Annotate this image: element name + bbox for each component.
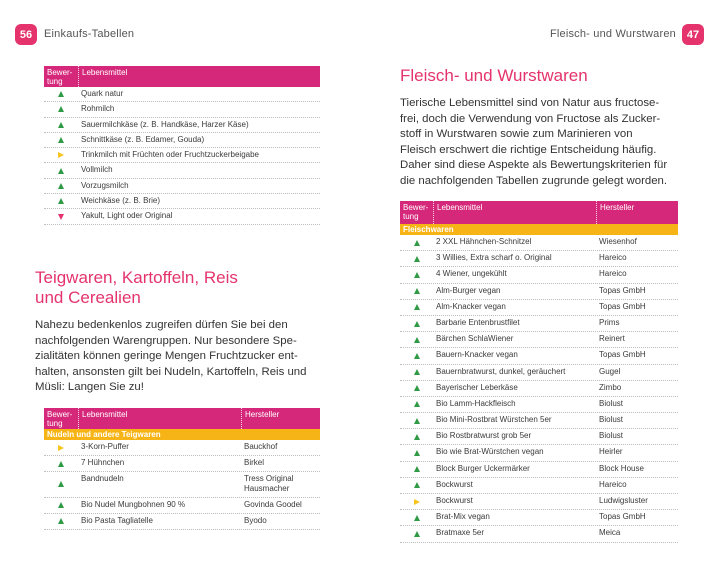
food-name: Trinkmilch mit Früchten oder Fruchtzuckerbeigabe (81, 150, 259, 160)
right-page (362, 0, 724, 561)
table-row (400, 365, 678, 381)
table-row (44, 498, 320, 514)
table-row (400, 478, 678, 494)
triangle-right-yellow-icon (414, 499, 420, 505)
header-food: Lebensmittel (78, 408, 241, 429)
table-row (400, 462, 678, 478)
table-row (400, 413, 678, 429)
triangle-up-green-icon (58, 91, 64, 97)
header-rating: Bewer- tung (47, 68, 73, 86)
food-name: Bärchen SchlaWiener (436, 334, 514, 344)
rating-cell (44, 514, 78, 529)
rating-cell (44, 148, 78, 162)
manufacturer-name: Topas GmbH (599, 512, 646, 522)
triangle-up-green-icon (414, 418, 420, 424)
table-row (400, 235, 678, 251)
header-food: Lebensmittel (78, 66, 320, 87)
page-number-right: 47 (682, 24, 704, 45)
triangle-up-green-icon (58, 198, 64, 204)
table-row (400, 284, 678, 300)
food-name: Bayerischer Leberkäse (436, 382, 518, 392)
table-row (44, 472, 320, 498)
rating-cell (44, 440, 78, 455)
triangle-up-green-icon (414, 353, 420, 359)
rating-cell (400, 397, 433, 412)
manufacturer-name: Hareico (599, 253, 627, 263)
rating-cell (44, 194, 78, 208)
rating-cell (44, 102, 78, 116)
rating-cell (400, 284, 433, 299)
food-name: Sauermilchkäse (z. B. Handkäse, Harzer Käse) (81, 119, 249, 129)
triangle-up-green-icon (414, 482, 420, 488)
rating-cell (400, 462, 433, 477)
rating-cell (44, 87, 78, 101)
triangle-up-green-icon (414, 531, 420, 537)
food-name: Bockwurst (436, 479, 473, 489)
triangle-right-yellow-icon (58, 152, 64, 158)
food-name: Alm-Burger vegan (436, 285, 501, 295)
rating-cell (44, 472, 78, 497)
food-name: 4 Wiener, ungekühlt (436, 269, 507, 279)
table-row (44, 133, 320, 148)
food-name: 7 Hühnchen (81, 458, 125, 467)
food-name: Brat-Mix vegan (436, 512, 490, 522)
food-name: Bio Pasta Tagliatelle (81, 515, 153, 525)
triangle-up-green-icon (414, 401, 420, 407)
meat-table (400, 201, 678, 543)
food-name: Bockwurst (436, 496, 473, 505)
table-row (44, 102, 320, 117)
triangle-up-green-icon (414, 304, 420, 310)
running-head-left: Einkaufs-Tabellen (44, 28, 135, 40)
table-row (44, 440, 320, 456)
table-row (44, 194, 320, 209)
triangle-up-green-icon (58, 518, 64, 524)
food-name: Bratmaxe 5er (436, 528, 485, 538)
header-rating: Bewer- tung (403, 203, 429, 221)
manufacturer-name: Zimbo (599, 382, 622, 392)
rating-cell (400, 348, 433, 363)
table-header (400, 201, 678, 224)
triangle-up-green-icon (414, 466, 420, 472)
rating-cell (400, 332, 433, 347)
food-name: Quark natur (81, 89, 124, 98)
rating-cell (400, 494, 433, 509)
triangle-up-green-icon (58, 137, 64, 143)
food-name: Rohmilch (81, 104, 115, 114)
food-name: Weichkäse (z. B. Brie) (81, 196, 160, 206)
triangle-up-green-icon (414, 434, 420, 440)
table-row (400, 348, 678, 364)
table-row (44, 118, 320, 133)
rating-cell (400, 526, 433, 541)
rating-cell (400, 445, 433, 460)
food-name: Bio Mini-Rostbrat Würstchen 5er (436, 415, 552, 425)
pasta-table (44, 408, 320, 530)
rating-cell (400, 235, 433, 250)
manufacturer-name: Ludwigsluster (599, 496, 648, 505)
rating-cell (44, 498, 78, 513)
rating-cell (400, 251, 433, 266)
food-name: Barbarie Entenbrustfilet (436, 317, 520, 327)
manufacturer-name: Govinda Goodel (244, 499, 302, 509)
food-name: Bio Rostbratwurst grob 5er (436, 431, 532, 441)
table-header (44, 66, 320, 87)
table-row (400, 445, 678, 461)
table-row (44, 163, 320, 178)
rating-cell (400, 413, 433, 428)
triangle-up-green-icon (414, 240, 420, 246)
food-name: Bio wie Brat-Würstchen vegan (436, 447, 544, 457)
table-row (400, 429, 678, 445)
table-row (400, 267, 678, 283)
rating-cell (44, 133, 78, 147)
food-name: Bauern-Knacker vegan (436, 350, 518, 360)
rating-cell (400, 429, 433, 444)
header-food: Lebensmittel (433, 201, 596, 224)
food-name: Alm-Knacker vegan (436, 301, 506, 311)
manufacturer-name: Heirler (599, 447, 623, 457)
category-bar: Fleischwaren (400, 224, 678, 235)
food-name: Bio Lamm-Hackfleisch (436, 398, 516, 408)
category-bar: Nudeln und andere Teigwaren (44, 429, 320, 440)
rating-cell (400, 316, 433, 331)
food-name: Vollmilch (81, 165, 113, 175)
manufacturer-name: Meica (599, 528, 621, 538)
rating-cell (44, 179, 78, 193)
triangle-up-green-icon (414, 369, 420, 375)
triangle-up-green-icon (414, 272, 420, 278)
rating-cell (44, 163, 78, 177)
table-row (44, 148, 320, 163)
rating-cell (44, 456, 78, 471)
food-name: 3 Willies, Extra scharf o. Original (436, 253, 552, 263)
triangle-up-green-icon (58, 461, 64, 467)
table-row (400, 494, 678, 510)
page-number-left: 56 (15, 24, 37, 45)
triangle-up-green-icon (414, 337, 420, 343)
table-row (400, 510, 678, 526)
triangle-up-green-icon (58, 122, 64, 128)
manufacturer-name: Topas GmbH (599, 350, 646, 360)
rating-cell (400, 267, 433, 282)
manufacturer-name: Tress Original Hausmacher (244, 474, 294, 493)
manufacturer-name: Biolust (599, 431, 624, 441)
triangle-up-green-icon (414, 515, 420, 521)
triangle-up-green-icon (414, 256, 420, 262)
table-row (44, 209, 320, 224)
triangle-up-green-icon (414, 288, 420, 294)
table-header (44, 408, 320, 429)
rating-cell (400, 381, 433, 396)
food-name: Bauernbratwurst, dunkel, geräuchert (436, 366, 566, 376)
table-row (44, 179, 320, 194)
section-text-meat: Tierische Lebensmittel sind von Natur aus fructose- frei, doch die Verwendung von Fructose als Zucker- stoff in Wurstwaren sowie zum Marinieren von Fleisch erschwert die richtige Entscheidung häufig. Daher sind diese Aspekte als Bewertungskriterien für die nachfolgenden Tabellen zugrunde gelegt worden. (400, 97, 668, 187)
manufacturer-name: Bauckhof (244, 442, 278, 451)
triangle-up-green-icon (414, 385, 420, 391)
table-row (400, 381, 678, 397)
manufacturer-name: Hareico (599, 479, 627, 489)
table-row (400, 397, 678, 413)
table-row (400, 251, 678, 267)
section-heading-meat: Fleisch- und Wurstwaren (400, 66, 588, 85)
manufacturer-name: Biolust (599, 415, 624, 425)
rating-cell (44, 209, 78, 223)
rating-cell (400, 365, 433, 380)
running-head-right: Fleisch- und Wurstwaren (549, 28, 676, 40)
triangle-up-green-icon (58, 168, 64, 174)
table-row (44, 456, 320, 472)
food-name: Schnittkäse (z. B. Edamer, Gouda) (81, 134, 205, 144)
section-heading-pasta: Teigwaren, Kartoffeln, Reis und Cerealien (35, 268, 238, 307)
section-text-pasta: Nahezu bedenkenlos zugreifen dürfen Sie bei den nachfolgenden Warengruppen. Nur besondere Spe- zialitäten können geringe Mengen Fruchtzucker ent- halten, ansonsten gilt bei Nudeln, Kartoffeln, Reis und Müsli: Langen Sie zu! (35, 319, 307, 393)
rating-cell (400, 510, 433, 525)
food-name: 3-Korn-Puffer (81, 442, 129, 451)
manufacturer-name: Topas GmbH (599, 285, 646, 295)
manufacturer-name: Topas GmbH (599, 301, 646, 311)
rating-cell (400, 300, 433, 315)
manufacturer-name: Reinert (599, 334, 625, 344)
manufacturer-name: Block House (599, 463, 644, 473)
triangle-up-green-icon (58, 183, 64, 189)
triangle-up-green-icon (414, 450, 420, 456)
table-row (400, 332, 678, 348)
manufacturer-name: Birkel (244, 458, 265, 467)
triangle-up-green-icon (58, 502, 64, 508)
table-row (44, 514, 320, 530)
table-row (400, 300, 678, 316)
triangle-up-green-icon (58, 106, 64, 112)
triangle-up-green-icon (58, 481, 64, 487)
food-name: Bandnudeln (81, 474, 124, 483)
manufacturer-name: Gugel (599, 366, 621, 376)
manufacturer-name: Biolust (599, 398, 624, 408)
rating-cell (400, 478, 433, 493)
manufacturer-name: Hareico (599, 269, 627, 279)
dairy-table (44, 66, 320, 225)
triangle-up-green-icon (414, 321, 420, 327)
rating-cell (44, 118, 78, 132)
food-name: Block Burger Uckermärker (436, 463, 530, 473)
table-row (400, 316, 678, 332)
header-rating: Bewer- tung (47, 410, 73, 428)
food-name: Vorzugsmilch (81, 180, 129, 190)
manufacturer-name: Byodo (244, 515, 267, 525)
table-row (44, 87, 320, 102)
table-row (400, 526, 678, 542)
manufacturer-name: Prims (599, 317, 620, 327)
header-maker: Hersteller (596, 201, 678, 224)
food-name: Bio Nudel Mungbohnen 90 % (81, 499, 186, 509)
header-maker: Hersteller (241, 408, 320, 429)
triangle-down-red-icon (58, 214, 64, 220)
triangle-right-yellow-icon (58, 445, 64, 451)
food-name: Yakult, Light oder Original (81, 211, 173, 221)
food-name: 2 XXL Hähnchen-Schnitzel (436, 237, 532, 246)
manufacturer-name: Wiesenhof (599, 237, 637, 246)
